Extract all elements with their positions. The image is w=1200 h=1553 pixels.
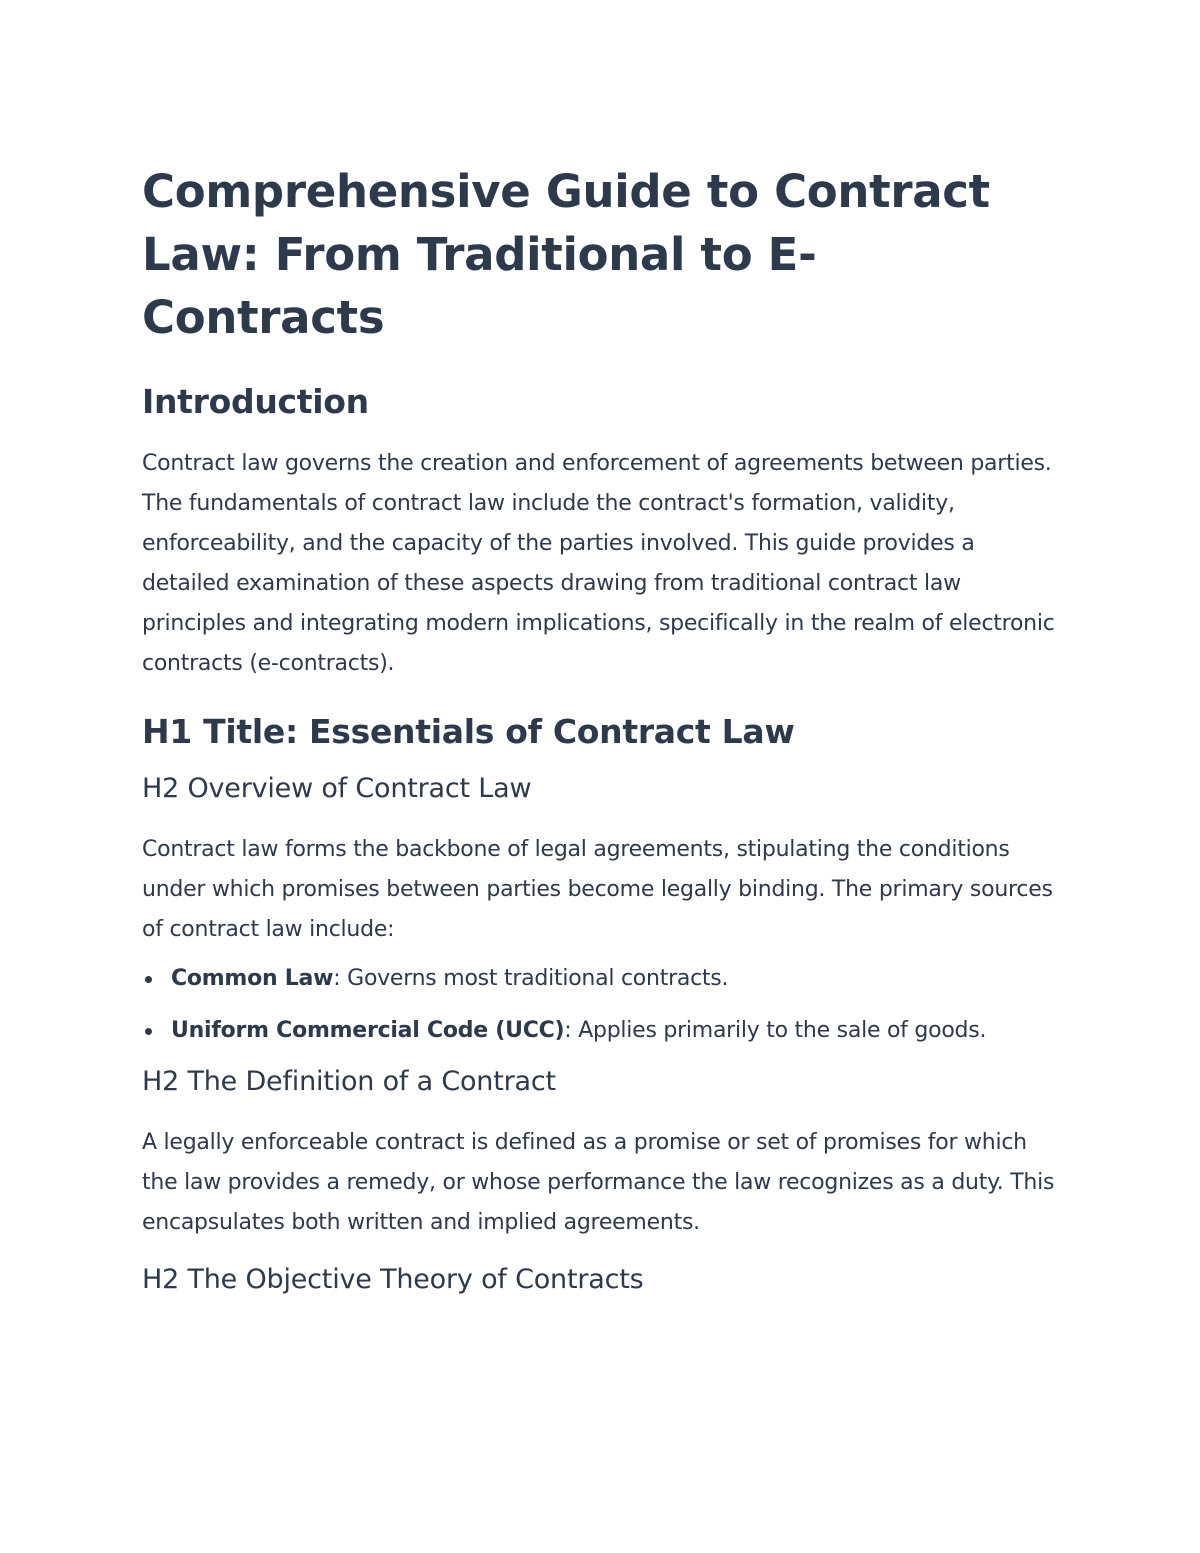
objective-theory-heading: H2 The Objective Theory of Contracts [142,1264,644,1295]
document-page [142,160,1057,1299]
introduction-heading: Introduction [142,382,369,421]
essentials-heading: H1 Title: Essentials of Contract Law [142,712,795,751]
list-item-description: : Governs most traditional contracts. [333,966,729,991]
introduction-paragraph: Contract law governs the creation and enforcement of agreements between parties. The fundamentals of contract law include the contract's formation, validity, enforceability, and the capacity of the parties involved. This guide provides a detailed examination of these aspects drawing from traditional contract law principles and integrating modern implications, specifically in the realm of electronic contracts (e-contracts). [142,451,1055,676]
definition-paragraph: A legally enforceable contract is defined as a promise or set of promises for which the law provides a remedy, or whose performance the law recognizes as a duty. This encapsulates both written and implied agreements. [142,1130,1055,1235]
list-item [171,959,1057,999]
overview-paragraph: Contract law forms the backbone of legal agreements, stipulating the conditions under which promises between parties become legally binding. The primary sources of contract law include: [142,837,1053,942]
document-title: Comprehensive Guide to Contract Law: From Traditional to E-Contracts [142,165,990,344]
list-item-term: Uniform Commercial Code (UCC) [171,1018,565,1043]
list-item [171,1011,1057,1051]
bullet-icon [145,1028,152,1035]
sources-list [142,959,1057,1051]
list-item-term: Common Law [171,966,334,991]
definition-heading: H2 The Definition of a Contract [142,1066,556,1097]
overview-heading: H2 Overview of Contract Law [142,773,532,804]
bullet-icon [145,976,152,983]
list-item-description: : Applies primarily to the sale of goods. [564,1018,987,1043]
